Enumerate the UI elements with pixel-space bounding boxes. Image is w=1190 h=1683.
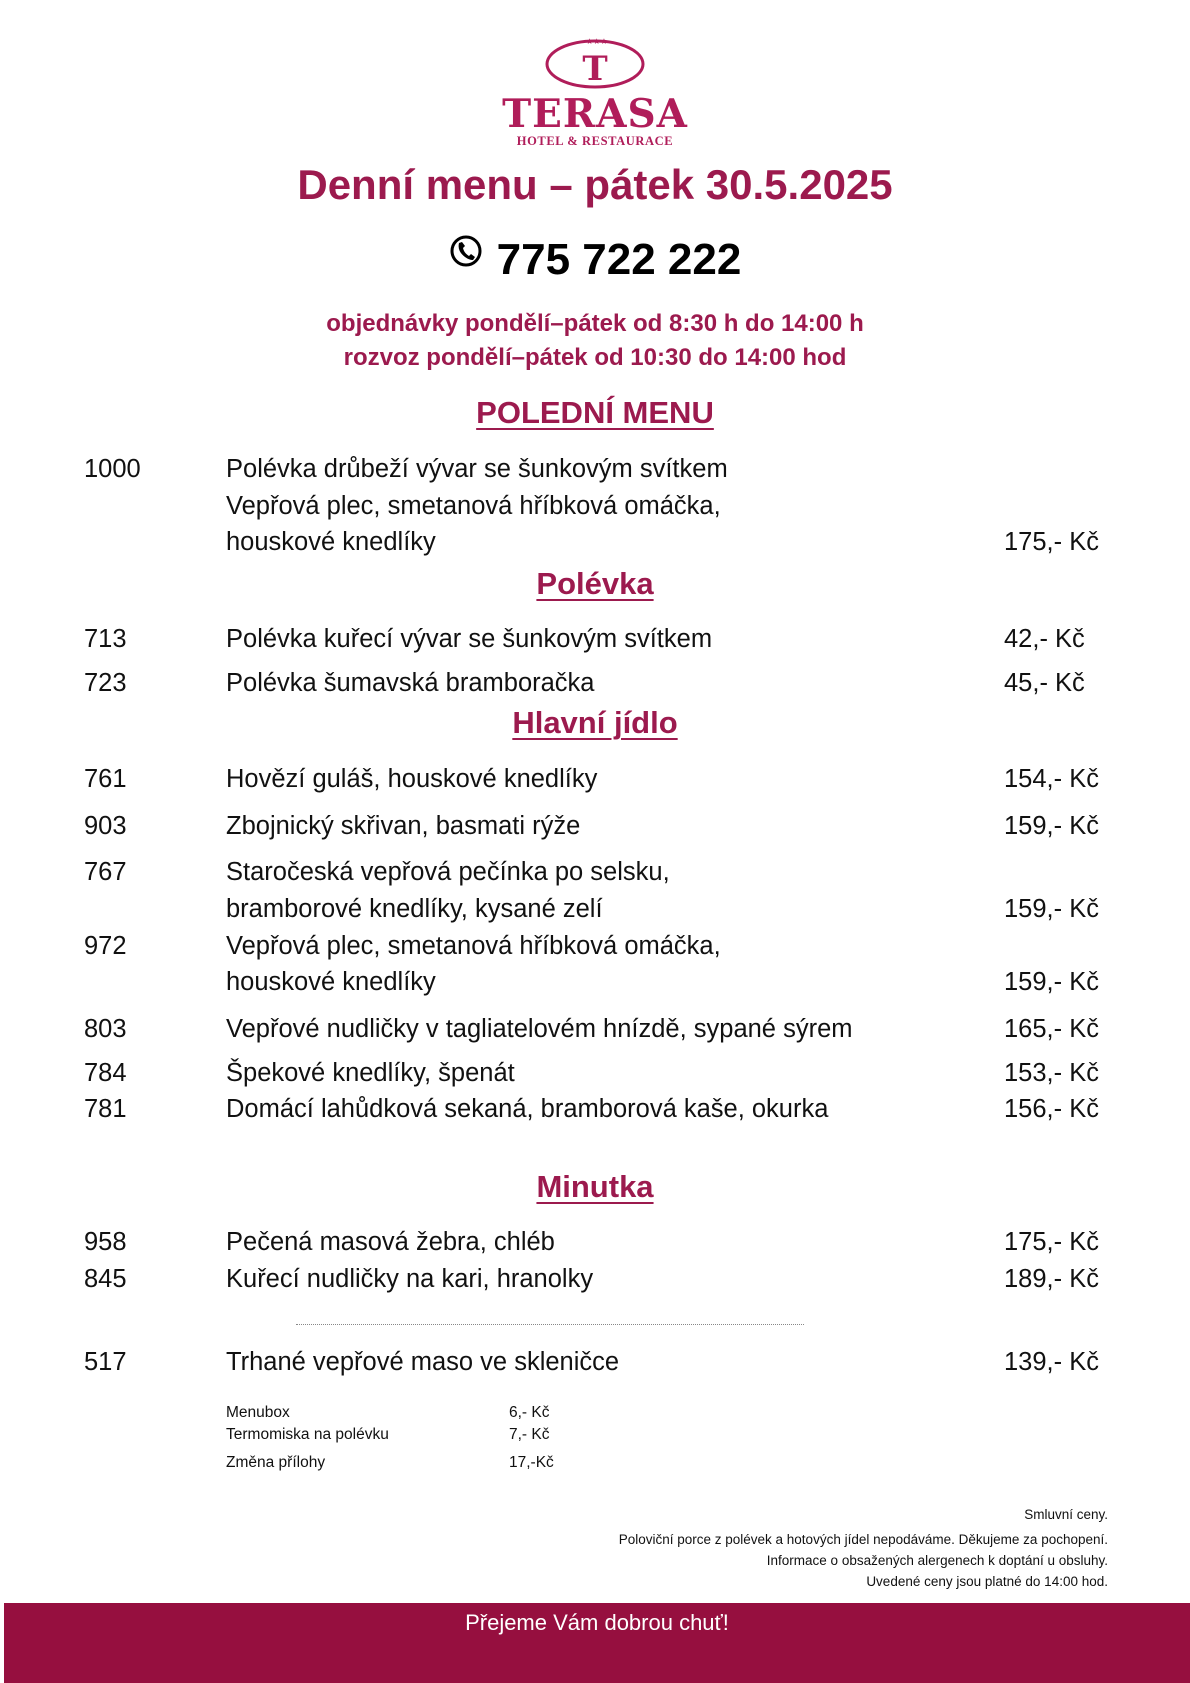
extra-label: Změna přílohy	[226, 1454, 326, 1471]
item-price: 42,- Kč	[1004, 625, 1085, 653]
item-name: Vepřové nudličky v tagliatelovém hnízdě, sypané sýrem	[226, 1015, 853, 1043]
item-name: Staročeská vepřová pečínka po selsku,	[226, 858, 670, 886]
item-price: 153,- Kč	[1004, 1059, 1099, 1087]
item-name: Pečená masová žebra, chléb	[226, 1228, 555, 1256]
item-price: 154,- Kč	[1004, 765, 1099, 793]
order-hours: objednávky pondělí–pátek od 8:30 h do 14:00 h	[326, 310, 864, 337]
phone-line	[0, 232, 1190, 288]
section-soup: Polévka	[536, 566, 654, 601]
item-price: 159,- Kč	[1004, 812, 1099, 840]
item-price: 156,- Kč	[1004, 1095, 1099, 1123]
logo-subtitle: HOTEL & RESTAURACE	[516, 134, 674, 148]
item-code: 723	[84, 669, 127, 697]
footer-bar	[4, 1603, 1190, 1683]
extra-price: 7,- Kč	[509, 1426, 550, 1443]
item-price: 189,- Kč	[1004, 1265, 1099, 1293]
item-code: 517	[84, 1348, 127, 1376]
item-name: bramborové knedlíky, kysané zelí	[226, 895, 603, 923]
logo-letter: T	[582, 49, 608, 89]
section-main: Hlavní jídlo	[512, 705, 678, 740]
note-half-portions: Poloviční porce z polévek a hotových jídel nepodáváme. Děkujeme za pochopení.	[618, 1532, 1108, 1547]
phone-number[interactable]: 775 722 222	[496, 235, 742, 284]
item-price: 175,- Kč	[1004, 1228, 1099, 1256]
item-name: Hovězí guláš, houskové knedlíky	[226, 765, 598, 793]
note-contract-prices: Smluvní ceny.	[1024, 1507, 1108, 1522]
note-allergens: Informace o obsažených alergenech k doptání u obsluhy.	[766, 1553, 1108, 1568]
section-minutka: Minutka	[536, 1169, 654, 1204]
item-name: Polévka kuřecí vývar se šunkovým svítkem	[226, 625, 713, 653]
item-code: 803	[84, 1015, 127, 1043]
restaurant-logo	[495, 36, 695, 150]
item-name: Vepřová plec, smetanová hříbková omáčka,	[226, 932, 721, 960]
item-price: 139,- Kč	[1004, 1348, 1099, 1376]
item-code: 784	[84, 1059, 127, 1087]
item-price: 165,- Kč	[1004, 1015, 1099, 1043]
item-code: 845	[84, 1265, 127, 1293]
delivery-hours: rozvoz pondělí–pátek od 10:30 do 14:00 hod	[343, 344, 847, 371]
dotted-divider	[296, 1324, 804, 1325]
logo-name: TERASA	[502, 91, 688, 137]
item-code: 713	[84, 625, 127, 653]
footer-text: Přejeme Vám dobrou chuť!	[465, 1610, 729, 1635]
item-code: 767	[84, 858, 127, 886]
item-price: 159,- Kč	[1004, 895, 1099, 923]
lunch-price: 175,- Kč	[1004, 528, 1099, 556]
item-name: Zbojnický skřivan, basmati rýže	[226, 812, 581, 840]
item-code: 903	[84, 812, 127, 840]
item-name: Trhané vepřové maso ve skleničce	[226, 1348, 620, 1376]
logo-emblem-icon	[545, 36, 645, 92]
extra-price: 17,-Kč	[509, 1454, 554, 1471]
extra-price: 6,- Kč	[509, 1404, 550, 1421]
item-name: Špekové knedlíky, špenát	[226, 1059, 515, 1087]
page-title: Denní menu – pátek 30.5.2025	[297, 161, 893, 208]
item-code: 958	[84, 1228, 127, 1256]
extra-label: Menubox	[226, 1404, 290, 1421]
section-lunch-menu: POLEDNÍ MENU	[476, 395, 714, 430]
lunch-line: Vepřová plec, smetanová hříbková omáčka,	[226, 492, 721, 520]
lunch-line: houskové knedlíky	[226, 528, 436, 556]
extra-label: Termomiska na polévku	[226, 1426, 389, 1443]
item-name: houskové knedlíky	[226, 968, 436, 996]
lunch-line: Polévka drůbeží vývar se šunkovým svítkem	[226, 455, 728, 483]
item-code: 781	[84, 1095, 127, 1123]
phone-icon	[449, 234, 483, 268]
item-price: 159,- Kč	[1004, 968, 1099, 996]
item-code: 761	[84, 765, 127, 793]
item-name: Polévka šumavská bramboračka	[226, 669, 595, 697]
item-name: Domácí lahůdková sekaná, bramborová kaše, okurka	[226, 1095, 829, 1123]
item-price: 45,- Kč	[1004, 669, 1085, 697]
svg-text:★★★: ★★★	[586, 37, 608, 46]
item-name: Kuřecí nudličky na kari, hranolky	[226, 1265, 594, 1293]
lunch-code: 1000	[84, 455, 141, 483]
item-code: 972	[84, 932, 127, 960]
note-price-validity: Uvedené ceny jsou platné do 14:00 hod.	[866, 1574, 1108, 1589]
